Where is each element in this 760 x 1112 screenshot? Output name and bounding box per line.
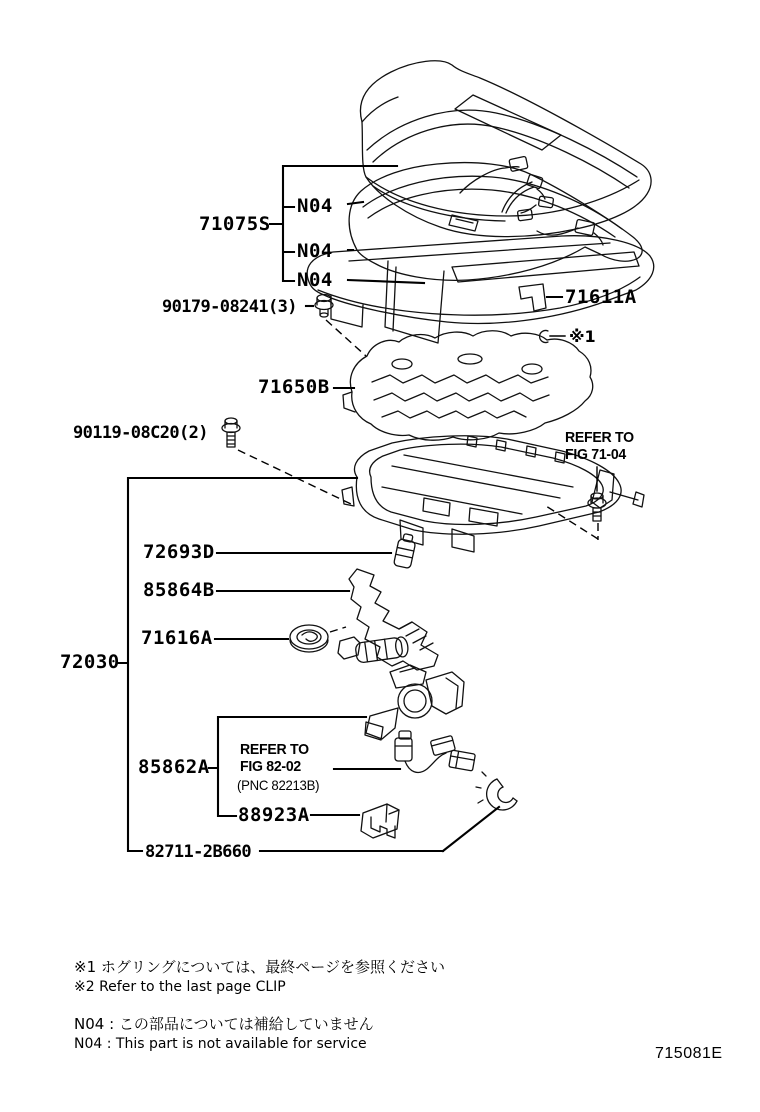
harness-85862a-drawing	[395, 731, 475, 772]
part-number-85862a: 85862A	[138, 756, 210, 778]
part-number-n04-bottom: N04	[297, 269, 333, 291]
seat-spring-drawing	[343, 331, 593, 440]
part-number-88923a: 88923A	[238, 804, 310, 826]
part-number-71075s: 71075S	[199, 213, 271, 235]
part-number-72693d: 72693D	[143, 541, 215, 563]
part-number-85864b: 85864B	[143, 579, 215, 601]
part-number-72030: 72030	[60, 651, 120, 673]
leader-lines	[117, 166, 597, 851]
ref-mark-1-label: ※1	[569, 327, 596, 346]
part-number-n04-top: N04	[297, 195, 333, 217]
clip-72693d-drawing	[393, 533, 416, 569]
part-number-90179-08241: 90179-08241(3)	[162, 297, 297, 317]
footnote-n04-jp: N04 : この部品については補給していません	[74, 1015, 374, 1033]
footnote-ref1-jp: ※1 ホグリングについては、最終ページを参照ください	[74, 958, 445, 976]
refer-to-fig-82-02-line2: FIG 82-02	[240, 758, 301, 775]
seat-cover-drawing	[349, 163, 642, 343]
footnote-n04-en: N04 : This part is not available for service	[74, 1036, 367, 1052]
grommet-71616a-drawing	[290, 625, 328, 652]
clip-82711-drawing	[476, 772, 517, 810]
part-number-82711-2b660: 82711-2B660	[145, 842, 251, 862]
part-number-90119-08c20: 90119-08C20(2)	[73, 423, 208, 443]
bolt-refer-71-04-icon	[588, 493, 606, 521]
refer-to-fig-71-04-line2: FIG 71-04	[565, 446, 626, 463]
bolt-90119-icon	[222, 418, 240, 447]
motor-drawing	[365, 665, 464, 740]
part-number-n04-middle: N04	[297, 240, 333, 262]
dashed-assembly-lines	[238, 320, 598, 632]
part-number-71616a: 71616A	[141, 627, 213, 649]
footnote-ref2-en: ※2 Refer to the last page CLIP	[74, 979, 286, 995]
drawing-number: 715081E	[655, 1045, 723, 1062]
refer-to-fig-82-02-line3: (PNC 82213B)	[237, 777, 320, 793]
harness-guide-85864b-drawing	[338, 569, 438, 670]
seat-cushion-complete-drawing	[360, 61, 651, 237]
refer-to-fig-71-04-line1: REFER TO	[565, 429, 634, 446]
clip-88923a-drawing	[361, 804, 399, 838]
part-number-71611a: 71611A	[565, 286, 637, 308]
heater-wires-drawing	[460, 156, 603, 245]
refer-to-fig-82-02-line1: REFER TO	[240, 741, 309, 758]
part-number-71650b: 71650B	[258, 376, 330, 398]
